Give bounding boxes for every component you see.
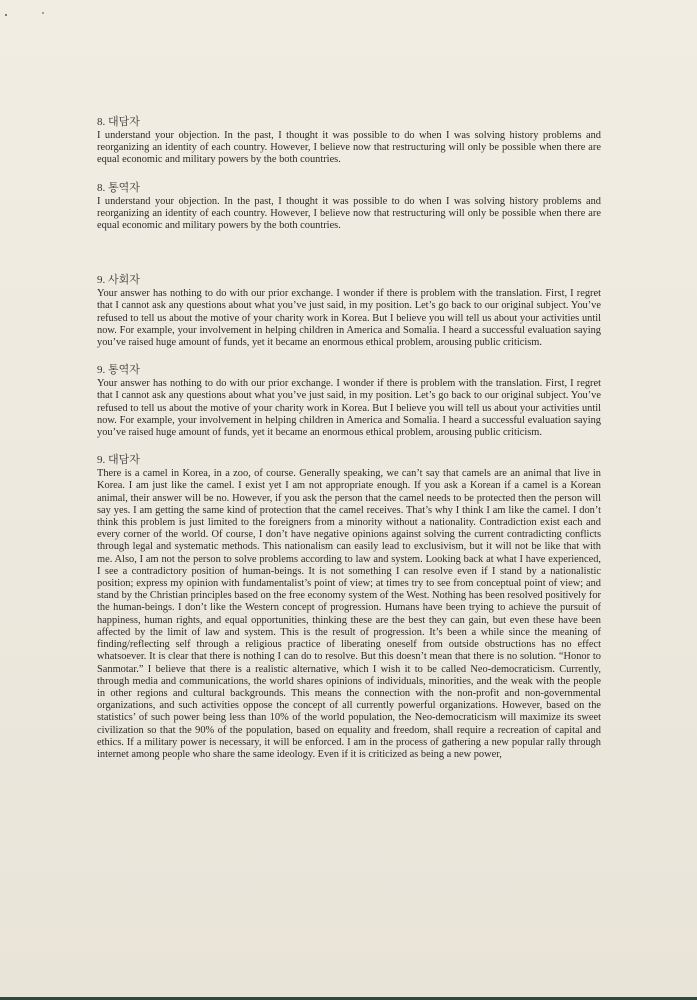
speaker-label: 9. 대담자 [97,454,140,467]
section-9-interviewee [97,453,601,761]
speech-text: I understand your objection. In the past, I thought it was possible to do when I was solving history problems and reorganizing an identity of each country. However, I believe now that restructuring will only be possible when there are equal economic and military powers by the both countries. [97,130,601,166]
transcript-body [97,115,601,761]
section-8-interviewee [97,115,601,167]
section-8-interpreter [97,181,601,233]
scan-speck [42,12,44,14]
section-9-interpreter [97,363,601,439]
speaker-label: 9. 통역자 [97,364,140,377]
speaker-label: 8. 통역자 [97,181,140,194]
speech-text: Your answer has nothing to do with our prior exchange. I wonder if there is problem with the translation. First, I regret that I cannot ask any questions about what you’ve just said, in my position. Let’s go back to our original subject. You’ve refused to tell us about the motive of your charity work in Korea. But I believe you will tell us about your activities until now. For example, your involvement in helping children in America and Somalia. I heard a successful evaluation saying you’ve raised huge amount of funds, yet it became an enormous ethical problem, arousing public criticism. [97,378,601,439]
speaker-label: 8. 대담자 [97,116,140,128]
speech-text: Your answer has nothing to do with our prior exchange. I wonder if there is problem with the translation. First, I regret that I cannot ask any questions about what you’ve just said, in my position. Let’s go back to our original subject. You’ve refused to tell us about the motive of your charity work in Korea. But I believe you will tell us about your activities until now. For example, your involvement in helping children in America and Somalia. I heard a successful evaluation saying you’ve raised huge amount of funds, yet it became an enormous ethical problem, arousing public criticism. [97,288,601,349]
speaker-label: 9. 사회자 [97,274,140,287]
speech-text: I understand your objection. In the past, I thought it was possible to do when I was solving history problems and reorganizing an identity of each country. However, I believe now that restructuring will only be possible when there are equal economic and military powers by the both countries. [97,195,601,232]
speech-text: There is a camel in Korea, in a zoo, of course. Generally speaking, we can’t say that camels are an animal that live in Korea. I am just like the camel. I exist yet I am not appropriate enough. If you ask a Korean if a camel is a Korean animal, their answer will be no. However, if you ask the person that the camel needs to be protected then the person will say yes. I am getting the same kind of protection that the camel receives. That’s why I think I am like the camel. I don’t think this problem is just limited to the foreigners from a minority without a nationality. Contradiction exist each and every corner of the world. Of course, I don’t have negative opinions against solving the current contradicting conflicts through legal and systematic methods. This nationalism can easily lead to exclusivism, but it will not be like that with me. Also, I am not the person to solve problems according to law and system. Looking back at what I have experienced, I see a contradictory position of human-beings. It is not something I can resolve even if I stand by a nationalistic position; express my opinion with fundamentalist’s point of view; at times try to see from conceptual point of view; and stand by the Christian principles based on the free economy system of the West. Nothing has been resolved positively for the human-beings. I don’t like the Western concept of progression. Humans have been trying to achieve the pursuit of happiness, human rights, and equal opportunities, thinking these are the best they can gain, but even these have been affected by the limit of law and system. This is the result of progression. It’s been a while since the meaning of finding/reflecting self through a religious practice of liberating oneself from outside obstructions has no effect whatsoever. It is clear that there is nothing I can do to resolve. But this doesn’t mean that there is no solution. “Honor to Sanmotar.” I believe that there is a realistic alternative, which I wish it to be called Neo-democraticism. Currently, through media and communications, the world shares opinions of individuals, minorities, and the weak with the people in other regions and cultural backgrounds. This means the connection with the non-profit and non-governmental organizations, and such activities oppose the concept of all currently powerful organizations. However, based on the statistics’ of such power being less than 10% of the world population, the Neo-democraticism will maximize its sweet civilization so that the 90% of the population, based on equality and freedom, shall require a recreation of capital and ethics. If a military power is necessary, it will be enforced. I am in the process of gathering a new popular rally through internet among people who share the same ideology. Even if it is criticized as being a new power, [97,468,601,760]
section-9-moderator [97,273,601,349]
scan-speck [5,14,7,16]
